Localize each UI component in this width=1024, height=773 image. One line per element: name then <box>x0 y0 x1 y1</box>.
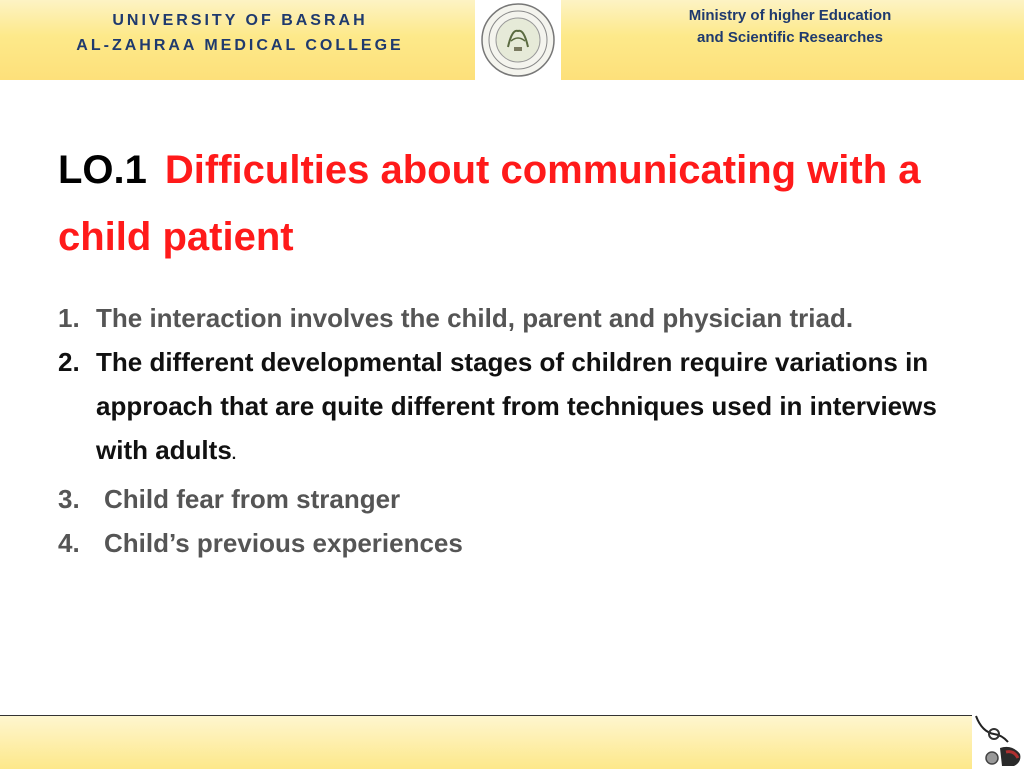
difficulties-list <box>58 296 958 565</box>
slide-title <box>58 137 978 271</box>
list-item-number: 4. <box>58 528 80 558</box>
university-name: UNIVERSITY OF BASRAH <box>112 12 368 29</box>
list-item-suffix: . <box>231 446 237 463</box>
list-item-text-wrap <box>96 340 958 477</box>
stethoscope-icon <box>972 712 1024 768</box>
institution-name <box>40 8 440 58</box>
college-name: AL-ZAHRAA MEDICAL COLLEGE <box>76 37 404 54</box>
list-item-number: 3. <box>58 484 80 514</box>
ministry-line-2: and Scientific Researches <box>697 29 883 46</box>
list-item <box>58 521 958 565</box>
list-item <box>58 340 958 477</box>
lo-label: LO.1 <box>58 148 147 192</box>
header-banner <box>0 0 1024 80</box>
ministry-line-1: Ministry of higher Education <box>688 7 892 24</box>
footer-banner <box>0 715 972 769</box>
list-item <box>58 296 958 340</box>
list-item-text: The interaction involves the child, parent and physician triad. <box>96 303 854 333</box>
ministry-name <box>630 5 950 49</box>
list-item-text: The different developmental stages of children require variations in approach that are quite different from techniques used in interviews with adults <box>96 347 937 465</box>
list-item-text: Child’s previous experiences <box>104 528 463 558</box>
list-item-number: 2. <box>58 347 80 377</box>
title-text: Difficulties about communicating with a child patient <box>58 148 921 259</box>
list-item-number: 1. <box>58 303 80 333</box>
college-seal-logo <box>475 0 561 80</box>
list-item-text: Child fear from stranger <box>104 484 401 514</box>
list-item <box>58 477 958 521</box>
